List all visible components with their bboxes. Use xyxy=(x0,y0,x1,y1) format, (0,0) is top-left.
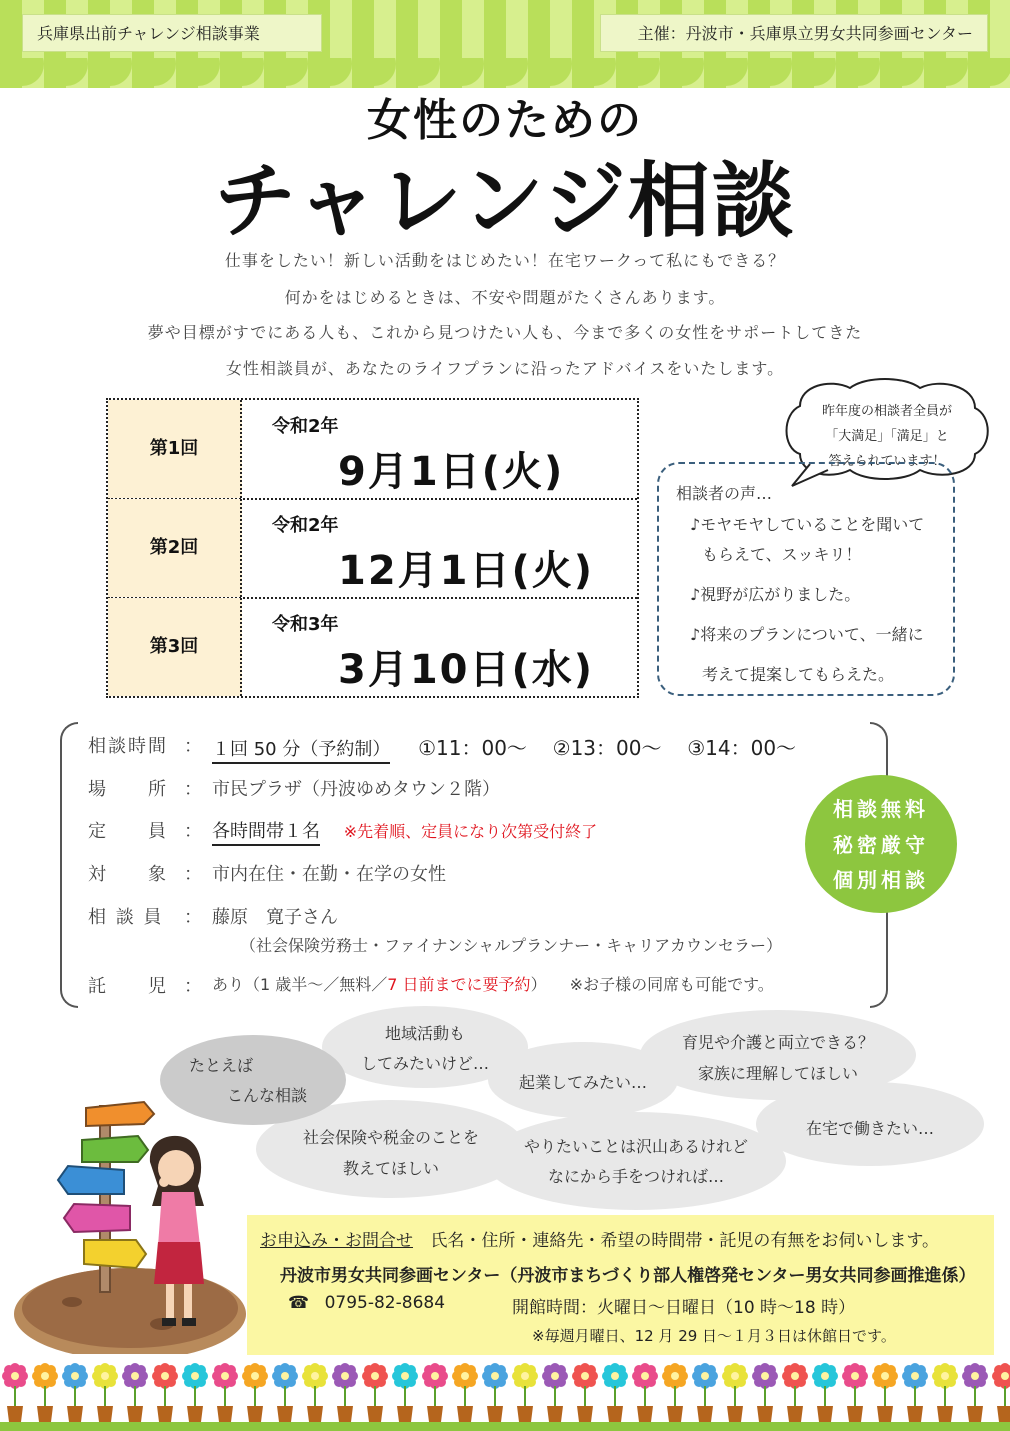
intro-line: 何かをはじめるときは、不安や問題がたくさんあります。 xyxy=(284,288,726,307)
flower xyxy=(902,1363,928,1422)
session-date: 9月1日(火) xyxy=(338,449,565,495)
session-label: 第1回 xyxy=(108,400,242,498)
session-era: 令和3年 xyxy=(272,614,339,635)
flower xyxy=(92,1363,118,1422)
capacity-value xyxy=(212,817,597,843)
satisfaction-text: 答えられています！ xyxy=(828,454,946,469)
satisfaction-text: 「大満足」「満足」と xyxy=(825,429,949,444)
bubble-text: 育児や介護と両立できる？ xyxy=(681,1033,874,1052)
flower-border xyxy=(0,1356,1010,1431)
flower xyxy=(572,1363,598,1422)
flower xyxy=(332,1363,358,1422)
flower xyxy=(452,1363,478,1422)
target-value: 市内在住・在勤・在学の女性 xyxy=(212,864,446,885)
schedule-row xyxy=(108,598,637,696)
childcare-label: 託 児 xyxy=(88,976,168,997)
bubble-text: 家族に理解してほしい xyxy=(697,1064,858,1083)
badge-line: 秘密厳守 xyxy=(833,833,929,857)
flower xyxy=(662,1363,688,1422)
intro-line: 仕事をしたい！新しい活動をはじめたい！在宅ワークって私にもできる？ xyxy=(224,251,786,270)
example-bubble xyxy=(486,1112,786,1210)
childcare-value xyxy=(212,972,774,995)
flower xyxy=(752,1363,778,1422)
place-label: 場 所 xyxy=(88,779,168,800)
target-label: 対 象 xyxy=(88,864,168,885)
phone-icon: ☎ xyxy=(288,1293,310,1313)
flower xyxy=(482,1363,508,1422)
capacity-count: 各時間帯１名 xyxy=(212,821,320,846)
bubble-text: 起業してみたい… xyxy=(518,1073,647,1092)
duration: １回 50 分（予約制） xyxy=(212,739,390,764)
childcare-suffix: ） xyxy=(530,975,547,994)
session-label: 第2回 xyxy=(108,499,242,597)
flower xyxy=(632,1363,658,1422)
flower xyxy=(152,1363,178,1422)
satisfaction-text: 昨年度の相談者全員が xyxy=(821,404,952,419)
colon: ： xyxy=(184,821,202,842)
flower xyxy=(182,1363,208,1422)
schedule-row xyxy=(108,499,637,599)
apply-label: お申込み・お問合せ xyxy=(260,1231,413,1251)
closed-notice: ※毎週月曜日、12 月 29 日～１月３日は休館日です。 xyxy=(532,1327,896,1345)
bubble-text: たとえば xyxy=(188,1056,253,1075)
hours: 開館時間：火曜日～日曜日（10 時～18 時） xyxy=(512,1298,856,1318)
childcare-deadline: 7 日前までに要予約 xyxy=(387,975,531,994)
session-era: 令和2年 xyxy=(272,515,339,536)
time-value xyxy=(212,732,796,761)
flower xyxy=(32,1363,58,1422)
colon: ： xyxy=(184,976,202,997)
slot-2: ②13：00～ xyxy=(552,736,662,760)
counselor-label: 相 談 員 xyxy=(88,907,164,928)
flower xyxy=(392,1363,418,1422)
voice-item: 考えて提案してもらえた。 xyxy=(702,665,895,684)
flower xyxy=(302,1363,328,1422)
details-bracket-left xyxy=(60,722,78,1008)
capacity-note: ※先着順、定員になり次第受付終了 xyxy=(343,822,598,841)
badge-line: 相談無料 xyxy=(833,797,929,821)
flower xyxy=(122,1363,148,1422)
place-value: 市民プラザ（丹波ゆめタウン２階） xyxy=(212,779,500,800)
flower xyxy=(872,1363,898,1422)
session-label: 第3回 xyxy=(108,598,242,696)
flower xyxy=(692,1363,718,1422)
phone-line xyxy=(288,1293,445,1313)
bubble-text: なにから手をつければ… xyxy=(547,1167,724,1186)
flower xyxy=(212,1363,238,1422)
flower xyxy=(722,1363,748,1422)
flower xyxy=(62,1363,88,1422)
time-label: 相談時間 xyxy=(88,736,168,757)
session-era: 令和2年 xyxy=(272,416,339,437)
flower xyxy=(602,1363,628,1422)
colon: ： xyxy=(184,864,202,885)
voices-title: 相談者の声… xyxy=(676,484,773,503)
session-date: 3月10日(水) xyxy=(338,647,595,693)
flower xyxy=(422,1363,448,1422)
bubble-text: 社会保険や税金のことを xyxy=(302,1128,479,1147)
title-line1: 女性のための xyxy=(367,95,643,146)
flower xyxy=(362,1363,388,1422)
badge-line: 個別相談 xyxy=(833,868,929,892)
counselor-title: （社会保険労務士・ファイナンシャルプランナー・キャリアカウンセラー） xyxy=(240,936,783,955)
title-line2: チャレンジ相談 xyxy=(214,154,796,249)
schedule-row xyxy=(108,400,637,500)
apply-text: 氏名・住所・連絡先・希望の時間帯・託児の有無をお伺いします。 xyxy=(430,1231,940,1251)
bubble-text: こんな相談 xyxy=(226,1086,307,1105)
colon: ： xyxy=(184,779,202,800)
program-label: 兵庫県出前チャレンジ相談事業 xyxy=(22,14,322,52)
flower xyxy=(812,1363,838,1422)
flower xyxy=(782,1363,808,1422)
intro-line: 夢や目標がすでにある人も、これから見つけたい人も、今まで多くの女性をサポートしてきた xyxy=(147,323,863,342)
flower xyxy=(272,1363,298,1422)
voice-item: ♪将来のプランについて、一緒に xyxy=(690,625,924,644)
voice-item: もらえて、スッキリ！ xyxy=(702,545,862,564)
bubble-text: 地域活動も xyxy=(384,1024,465,1043)
flower xyxy=(2,1363,28,1422)
phone-number: 0795-82-8684 xyxy=(324,1293,446,1313)
bubble-text: してみたいけど… xyxy=(360,1054,489,1073)
voice-item: ♪視野が広がりました。 xyxy=(690,585,861,604)
flower xyxy=(992,1363,1010,1422)
colon: ： xyxy=(184,907,202,928)
bubble-text: 在宅で働きたい… xyxy=(805,1119,934,1138)
bubble-text: 教えてほしい xyxy=(342,1159,439,1178)
voice-item: ♪モヤモヤしていることを聞いて xyxy=(690,515,925,534)
flower xyxy=(962,1363,988,1422)
schedule-table xyxy=(106,398,639,698)
counselor-value: 藤原 寛子さん xyxy=(212,907,338,928)
flower xyxy=(542,1363,568,1422)
flower xyxy=(512,1363,538,1422)
childcare-prefix: あり（1 歳半～／無料／ xyxy=(212,975,388,994)
colon: ： xyxy=(184,736,202,757)
center-name: 丹波市男女共同参画センター（丹波市まちづくり部人権啓発センター男女共同参画推進係） xyxy=(280,1266,976,1286)
bubble-text: やりたいことは沢山あるけれど xyxy=(523,1137,748,1156)
slot-3: ③14：00～ xyxy=(687,736,797,760)
intro-line: 女性相談員が、あなたのライフプランに沿ったアドバイスをいたします。 xyxy=(225,359,785,378)
slot-1: ①11：00～ xyxy=(418,736,527,760)
childcare-note: ※お子様の同席も可能です。 xyxy=(569,975,774,994)
flower xyxy=(932,1363,958,1422)
organizer-label: 主催：丹波市・兵庫県立男女共同参画センター xyxy=(600,14,988,52)
capacity-label: 定 員 xyxy=(88,821,168,842)
flower xyxy=(242,1363,268,1422)
flower xyxy=(842,1363,868,1422)
signpost-illustration xyxy=(12,1096,248,1354)
apply-line xyxy=(260,1226,939,1251)
session-date: 12月1日(火) xyxy=(338,548,595,594)
